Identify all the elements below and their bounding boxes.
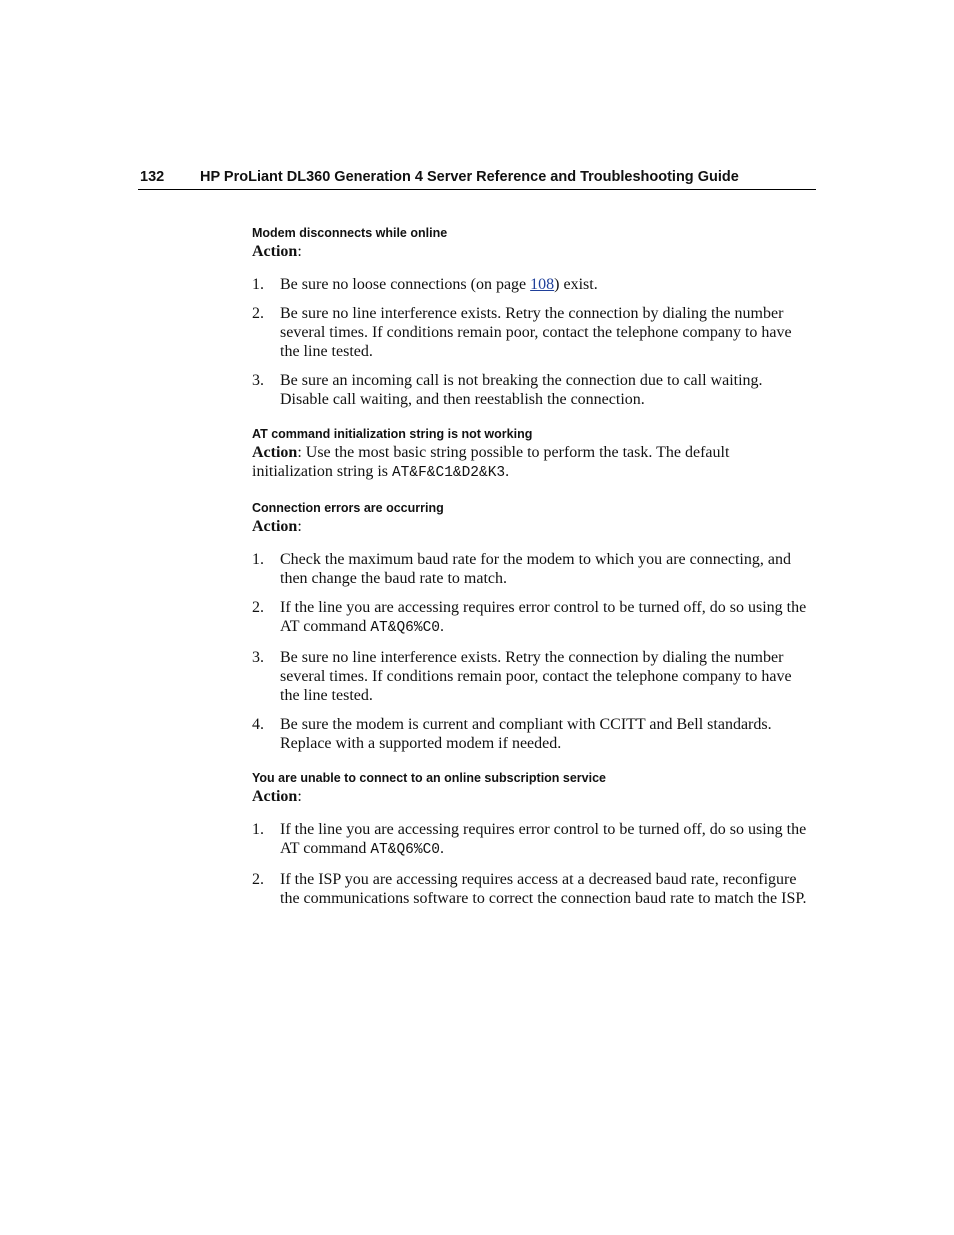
section-heading-connection-errors: Connection errors are occurring xyxy=(252,501,444,515)
section-heading-subscription-service: You are unable to connect to an online subscription service xyxy=(252,771,607,785)
list-item: 3. Be sure an incoming call is not breaking the connection due to call waiting. Disable call waiting, and then reestablish the connection. xyxy=(252,372,763,408)
page-reference-link[interactable]: 108 xyxy=(530,276,555,293)
at-command-code: AT&Q6%C0 xyxy=(370,842,440,858)
list-item: 1. Be sure no loose connections (on page 108) exist. xyxy=(252,276,598,293)
action-paragraph: Action: xyxy=(252,243,302,260)
list-item: 1. If the line you are accessing requires error control to be turned off, do so using the AT command AT&Q6%C0. xyxy=(252,821,807,858)
action-list xyxy=(252,275,812,409)
list-item: 2. Be sure no line interference exists. Retry the connection by dialing the number several times. If conditions remain poor, contact the telephone company to have the line tested. xyxy=(252,305,792,360)
page-content xyxy=(252,224,812,908)
list-item: 4. Be sure the modem is current and compliant with CCITT and Bell standards. Replace with a supported modem if needed. xyxy=(252,716,772,752)
action-list xyxy=(252,550,812,753)
action-label: Action xyxy=(252,788,298,805)
init-string-code: AT&F&C1&D2&K3 xyxy=(391,465,506,481)
action-paragraph: Action: Use the most basic string possible to perform the task. The default initialization string is AT&F&C1&D2&K3. xyxy=(252,444,730,481)
action-label: Action xyxy=(252,518,298,535)
page-number: 132 xyxy=(140,169,165,185)
action-label: Action xyxy=(252,444,298,461)
page-header xyxy=(138,168,816,190)
list-item: 2. If the ISP you are accessing requires access at a decreased baud rate, reconfigure the communications software to correct the connection baud rate to match the ISP. xyxy=(252,871,807,907)
action-paragraph: Action: xyxy=(252,518,302,535)
document-title: HP ProLiant DL360 Generation 4 Server Reference and Troubleshooting Guide xyxy=(200,169,739,185)
list-item: 2. If the line you are accessing requires error control to be turned off, do so using the AT command AT&Q6%C0. xyxy=(252,599,807,636)
list-item: 1. Check the maximum baud rate for the modem to which you are connecting, and then change the baud rate to match. xyxy=(252,551,791,587)
section-heading-modem-disconnects: Modem disconnects while online xyxy=(252,226,448,240)
action-list xyxy=(252,820,812,908)
at-command-code: AT&Q6%C0 xyxy=(370,620,440,636)
section-heading-at-command: AT command initialization string is not working xyxy=(252,427,533,441)
list-item: 3. Be sure no line interference exists. Retry the connection by dialing the number several times. If conditions remain poor, contact the telephone company to have the line tested. xyxy=(252,649,792,704)
action-paragraph: Action: xyxy=(252,788,302,805)
action-label: Action xyxy=(252,243,298,260)
